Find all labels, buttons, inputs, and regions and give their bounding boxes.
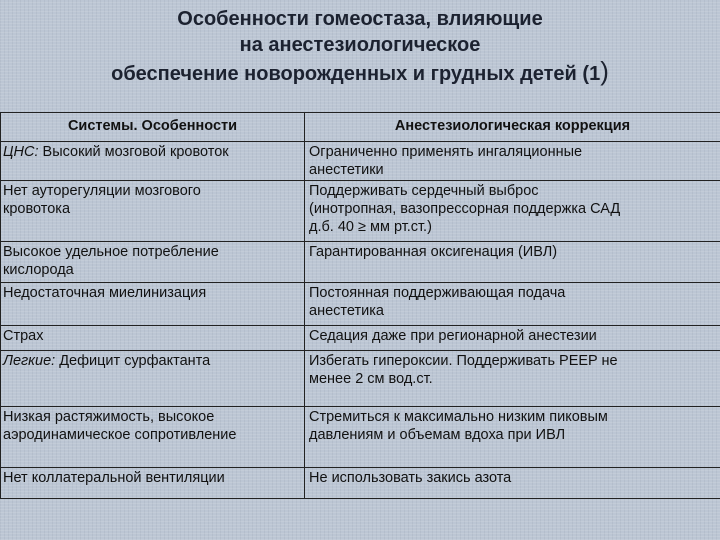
feature-cell (1, 242, 305, 283)
feature-line: Нет ауторегуляции мозгового (3, 183, 201, 199)
correction-line: д.б. 40 ≥ мм рт.ст.) (309, 219, 432, 235)
correction-cell (305, 142, 720, 181)
title-line-2: на анестезиологическое (239, 34, 481, 56)
correction-cell (305, 351, 720, 407)
feature-cell (1, 283, 305, 326)
feature-line: аэродинамическое сопротивление (3, 427, 237, 443)
title-closing-paren: ) (600, 56, 609, 86)
feature-line: кровотока (3, 201, 71, 217)
title-line-3-text: обеспечение новорожденных и грудных детей (1 (111, 63, 601, 85)
feature-cell (1, 351, 305, 407)
table-row (1, 142, 720, 181)
homeostasis-table (0, 112, 720, 499)
feature-cell (1, 181, 305, 242)
system-label-lungs: Легкие: (3, 353, 56, 369)
feature-line: Низкая растяжимость, высокое (3, 409, 215, 425)
table-row (1, 283, 720, 326)
title-line-3 (40, 58, 680, 87)
system-label-cns: ЦНС: (3, 144, 39, 160)
table-row (1, 351, 720, 407)
correction-line: Стремиться к максимально низким пиковым (309, 409, 608, 425)
title-line-1: Особенности гомеостаза, влияющие (177, 8, 543, 30)
correction-line: давлениям и объемам вдоха при ИВЛ (309, 427, 566, 443)
correction-cell (305, 326, 720, 351)
correction-line: Ограниченно применять ингаляционные (309, 144, 583, 160)
correction-line: анестетика (309, 303, 384, 319)
correction-cell (305, 468, 720, 499)
correction-line: Седация даже при регионарной анестезии (309, 328, 597, 344)
correction-line: Постоянная поддерживающая подача (309, 285, 566, 301)
correction-line: Гарантированная оксигенация (ИВЛ) (309, 244, 558, 260)
feature-line: Нет коллатеральной вентиляции (3, 470, 225, 486)
header-correction: Анестезиологическая коррекция (305, 113, 720, 142)
correction-cell (305, 283, 720, 326)
table-row (1, 326, 720, 351)
correction-line: Поддерживать сердечный выброс (309, 183, 539, 199)
table-row (1, 181, 720, 242)
correction-line: (инотропная, вазопрессорная поддержка САД (309, 201, 621, 217)
table-row (1, 407, 720, 468)
feature-cell (1, 326, 305, 351)
correction-line: Не использовать закись азота (309, 470, 512, 486)
feature-line: Страх (3, 328, 44, 344)
feature-cell (1, 142, 305, 181)
table-row (1, 468, 720, 499)
feature-line: Высокое удельное потребление (3, 244, 219, 260)
feature-cell (1, 407, 305, 468)
table-row (1, 242, 720, 283)
correction-line: Избегать гипероксии. Поддерживать PEEP не (309, 353, 618, 369)
slide-title (40, 6, 680, 87)
correction-cell (305, 181, 720, 242)
correction-cell (305, 407, 720, 468)
feature-line: кислорода (3, 262, 74, 278)
feature-cell (1, 468, 305, 499)
correction-line: анестетики (309, 162, 384, 178)
table-header-row (1, 113, 720, 142)
correction-cell (305, 242, 720, 283)
feature-text: Высокий мозговой кровоток (38, 144, 229, 160)
header-systems: Системы. Особенности (1, 113, 305, 142)
feature-text: Дефицит сурфактанта (55, 353, 211, 369)
feature-line: Недостаточная миелинизация (3, 285, 207, 301)
correction-line: менее 2 см вод.ст. (309, 371, 433, 387)
